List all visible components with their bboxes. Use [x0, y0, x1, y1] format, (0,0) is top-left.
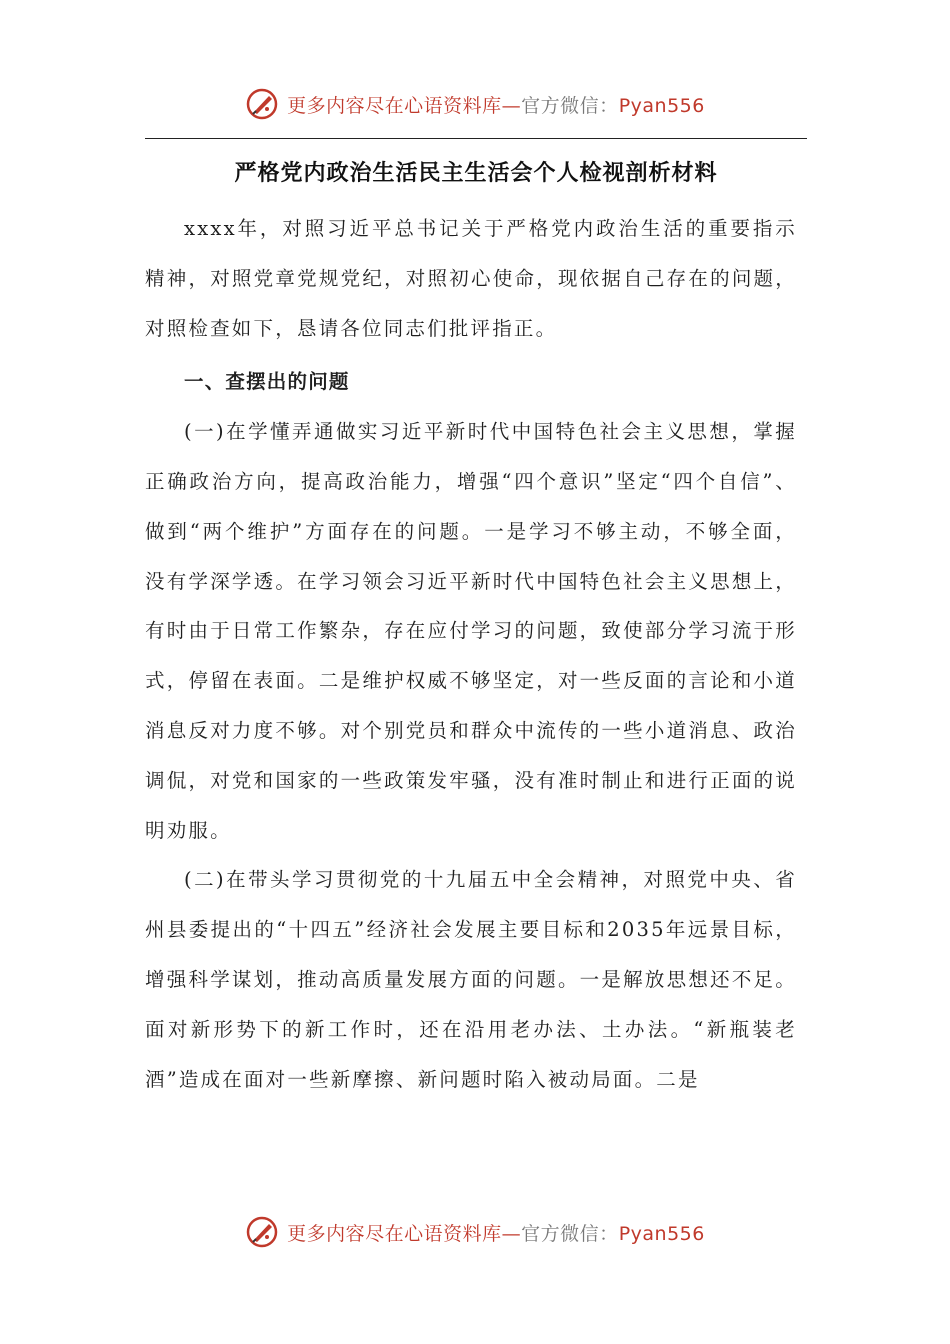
header-watermark	[0, 84, 950, 124]
header-wechat-id: Pyan556	[618, 94, 705, 117]
item-paragraph-1: (一)在学懂弄通做实习近平新时代中国特色社会主义思想，掌握正确政治方向，提高政治能力，增强“四个意识”坚定“四个自信”、做到“两个维护”方面存在的问题。一是学习不够主动，不够全面，没有学深学透。在学习领会习近平新时代中国特色社会主义思想上，有时由于日常工作繁杂，存在应付学习的问题，致使部分学习流于形式，停留在表面。二是维护权威不够坚定，对一些反面的言论和小道消息反对力度不够。对个别党员和群众中流传的一些小道消息、政治调侃，对党和国家的一些政策发牢骚，没有准时制止和进行正面的说明劝服。	[145, 420, 798, 842]
document-body	[145, 204, 797, 1104]
item-paragraph-2: (二)在带头学习贯彻党的十九届五中全会精神，对照党中央、省州县委提出的“十四五”经济社会发展主要目标和2035年远景目标，增强科学谋划，推动高质量发展方面的问题。一是解放思想还不足。面对新形势下的新工作时，还在沿用老办法、土办法。“新瓶装老酒”造成在面对一些新摩擦、新问题时陷入被动局面。二是	[145, 868, 798, 1091]
quill-logo-icon	[245, 1215, 279, 1249]
section-heading: 一、查摆出的问题	[184, 370, 350, 394]
header-divider	[145, 138, 807, 139]
header-wechat-label: 官方微信：	[521, 94, 619, 117]
footer-wechat-label: 官方微信：	[521, 1222, 619, 1245]
quill-logo-icon	[245, 87, 279, 121]
footer-watermark-text: 更多内容尽在心语资料库—官方微信：Pyan556	[287, 1222, 705, 1245]
header-watermark-text: 更多内容尽在心语资料库—官方微信：Pyan556	[287, 94, 705, 117]
document-title: 严格党内政治生活民主生活会个人检视剖析材料	[234, 160, 718, 186]
footer-wechat-id: Pyan556	[618, 1222, 705, 1245]
intro-paragraph: xxxx年，对照习近平总书记关于严格党内政治生活的重要指示精神，对照党章党规党纪，对照初心使命，现依据自己存在的问题，对照检查如下，恳请各位同志们批评指正。	[145, 217, 797, 340]
footer-watermark	[0, 1212, 950, 1252]
